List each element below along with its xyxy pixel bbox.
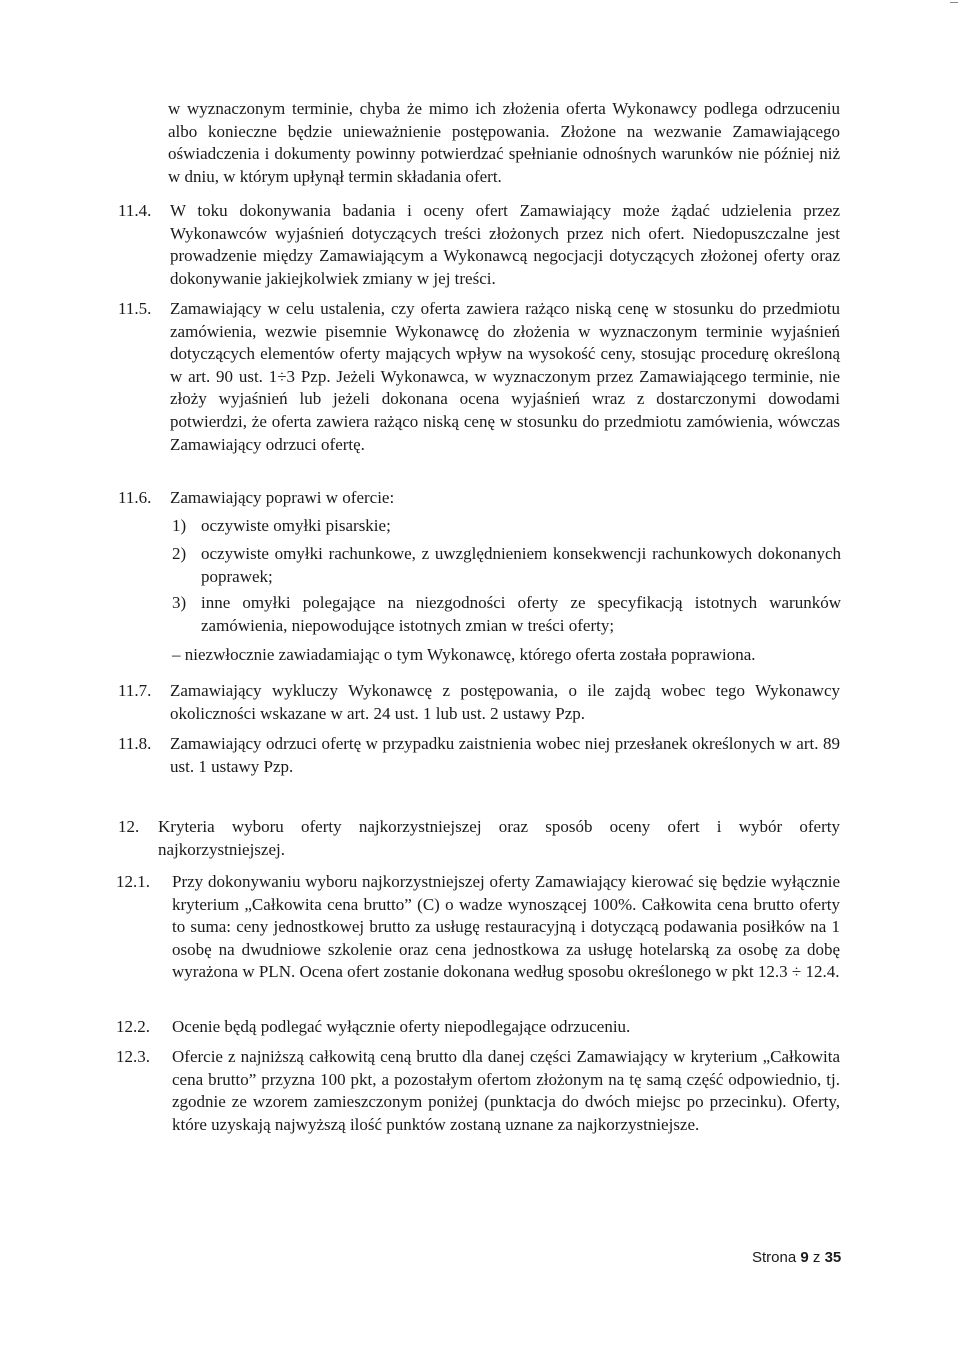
page-footer [752,1249,841,1266]
section-heading: Kryteria wyboru oferty najkorzystniejszej oraz sposób oceny ofert i wybór oferty najkorzystniejszej. [158,817,840,859]
section-number: 12.2. [116,1017,150,1036]
footer-prefix: Strona [752,1249,797,1266]
section-text: Ocenie będą podlegać wyłącznie oferty niepodlegające odrzuceniu. [172,1017,631,1036]
section-text: Przy dokonywaniu wyboru najkorzystniejszej oferty Zamawiający kierować się będzie wyłącznie kryterium „Całkowita cena brutto” (C) o wadze wynoszącej 100%. Całkowita cena brutto oferty to suma: ceny jednostkowej brutto za usługę restauracyjną i dotyczącą podawania posiłków na 1 osobę na dwudniowe szkolenie oraz cena jednostkowa za usługę hotelarską za osobę za dobę wyrażona w PLN. Ocena ofert zostanie dokonana według sposobu określonego w pkt 12.3 ÷ 12.4. [172,872,840,982]
scan-corner-mark [950,2,958,3]
footer-separator: z [812,1249,821,1266]
footer-page-number: 9 [800,1249,809,1266]
section-number: 12. [118,817,140,836]
section-number: 12.3. [116,1047,150,1066]
list-item: oczywiste omyłki pisarskie; [201,516,391,535]
intro-paragraph: w wyznaczonym terminie, chyba że mimo ich złożenia oferta Wykonawcy podlega odrzuceniu albo konieczne będzie unieważnienie postępowania. Złożone na wezwanie Zamawiającego oświadczenia i dokumenty powinny potwierdzać spełnianie odnośnych warunków nie później niż w dniu, w którym upłynął termin składania ofert. [168,99,840,186]
section-text: Zamawiający w celu ustalenia, czy oferta zawiera rażąco niską cenę w stosunku do przedmiotu zamówienia, wezwie pisemnie Wykonawcę do złożenia w wyznaczonym terminie wyjaśnień dotyczących elementów oferty mających wpływ na wysokość ceny, stosując procedurę określoną w art. 90 ust. 1÷3 Pzp. Jeżeli Wykonawca, w wyznaczonym przez Zamawiającego terminie, nie złoży wyjaśnień lub jeżeli dokonana ocena wyjaśnień wraz z dostarczonymi dowodami potwierdzi, że oferta zawiera rażąco niską cenę w stosunku do przedmiotu zamówienia, wówczas Zamawiający odrzuci ofertę. [170,299,840,454]
footer-total-pages: 35 [824,1249,842,1266]
list-item-number: 3) [172,593,187,612]
section-number: 12.1. [116,872,150,891]
section-text: Ofercie z najniższą całkowitą ceną brutto dla danej części Zamawiający w kryterium „Całkowita cena brutto” przyzna 100 pkt, a pozostałym ofertom złożonym na tę samą część odpowiednio, tj. zgodnie ze wzorem zamieszczonym poniżej (punktacja do dwóch miejsc po przecinku). Oferty, które uzyskają najwyższą ilość punktów zostaną uznane za najkorzystniejsze. [172,1047,840,1134]
list-item: oczywiste omyłki rachunkowe, z uwzględnieniem konsekwencji rachunkowych dokonanych poprawek; [201,544,841,586]
section-text: Zamawiający odrzuci ofertę w przypadku zaistnienia wobec niej przesłanek określonych w art. 89 ust. 1 ustawy Pzp. [170,734,840,776]
dash-note: – niezwłocznie zawiadamiając o tym Wykonawcę, którego oferta została poprawiona. [172,645,756,664]
section-text: W toku dokonywania badania i oceny ofert Zamawiający może żądać udzielenia przez Wykonawców wyjaśnień dotyczących treści złożonych przez nich ofert. Niedopuszczalne jest prowadzenie między Zamawiającym a Wykonawcą negocjacji dotyczących złożonej oferty oraz dokonywanie jakiejkolwiek zmiany w jej treści. [170,201,840,288]
section-number: 11.5. [118,299,152,318]
section-number: 11.8. [118,734,152,753]
section-text: Zamawiający poprawi w ofercie: [170,488,395,507]
list-item: inne omyłki polegające na niezgodności oferty ze specyfikacją istotnych warunków zamówienia, niepowodujące istotnych zmian w treści oferty; [201,593,841,635]
list-item-number: 1) [172,516,187,535]
section-number: 11.4. [118,201,152,220]
section-text: Zamawiający wykluczy Wykonawcę z postępowania, o ile zajdą wobec tego Wykonawcy okoliczności wskazane w art. 24 ust. 1 lub ust. 2 ustawy Pzp. [170,681,840,723]
section-number: 11.6. [118,488,152,507]
section-number: 11.7. [118,681,152,700]
list-item-number: 2) [172,544,187,563]
